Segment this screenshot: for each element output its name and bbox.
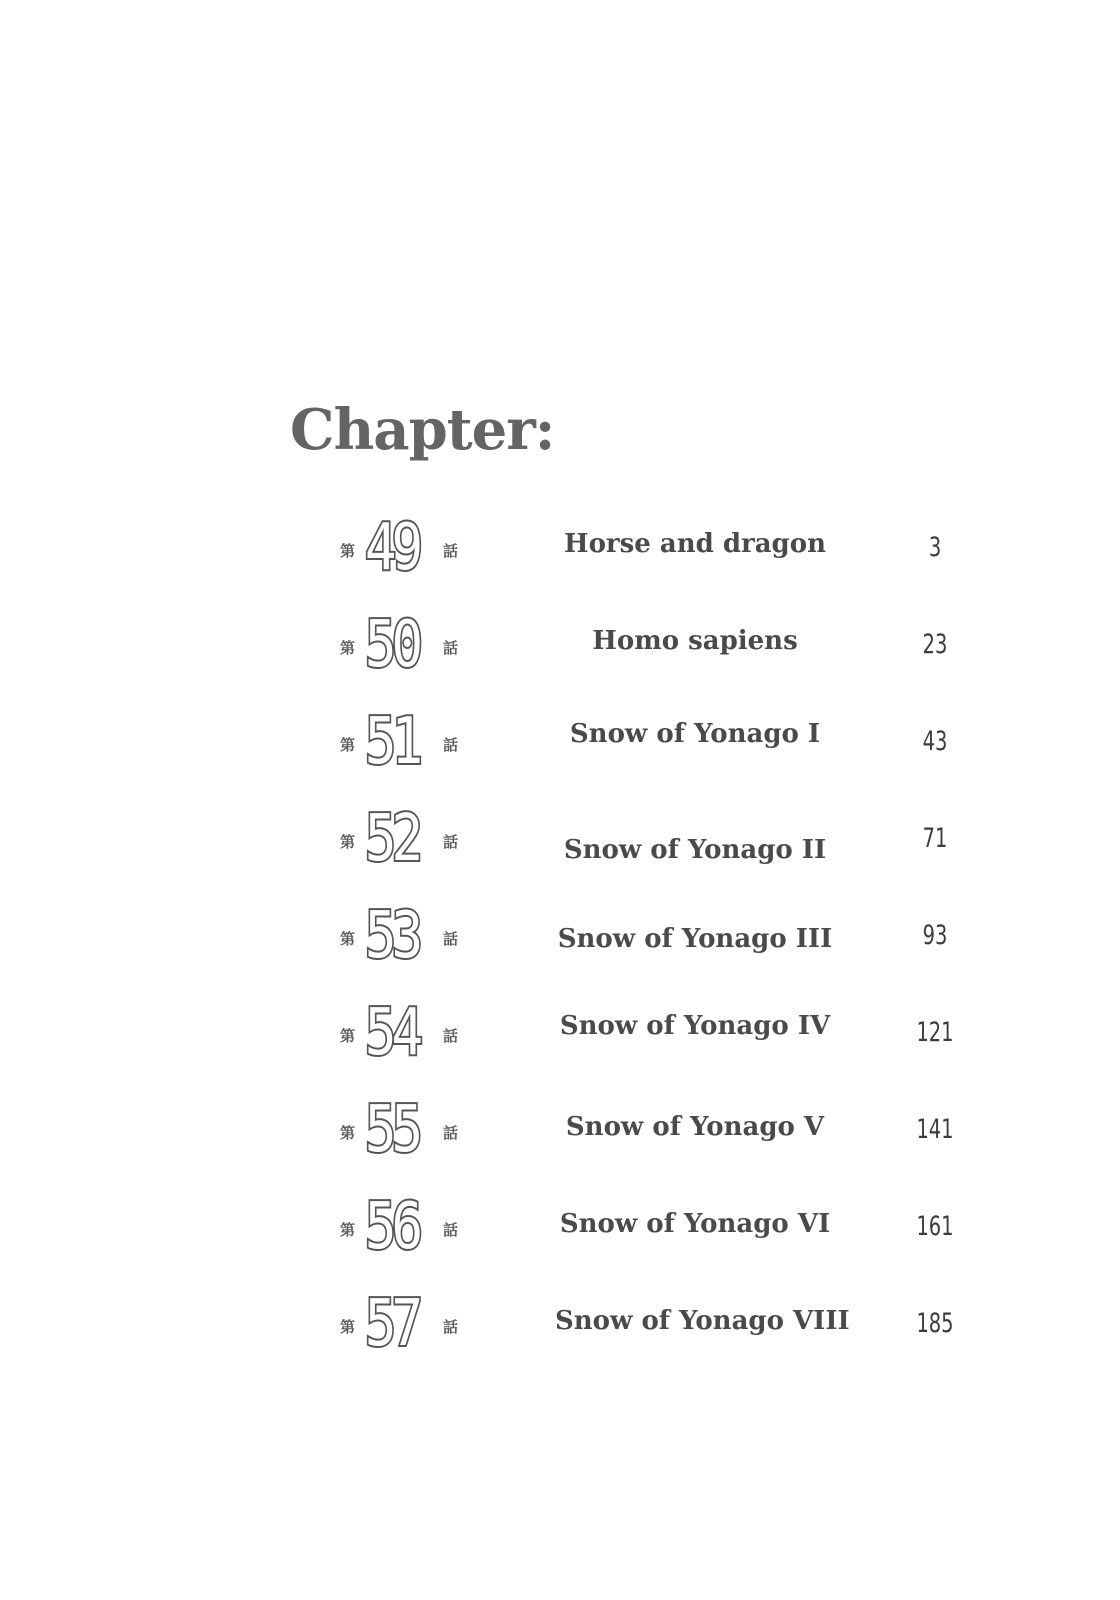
chapter-suffix-kanji: 話 <box>443 1318 459 1336</box>
chapter-page-number: 43 <box>922 726 948 757</box>
chapter-title: Snow of Yonago IV <box>559 1011 831 1041</box>
chapter-title: Snow of Yonago V <box>565 1112 825 1142</box>
chapter-prefix-kanji: 第 <box>340 1027 356 1045</box>
chapter-title: Horse and dragon <box>564 529 826 559</box>
toc-entry-57 <box>0 1287 1120 1382</box>
chapter-prefix-kanji: 第 <box>340 1318 356 1336</box>
chapter-page-number: 141 <box>916 1114 954 1145</box>
chapter-suffix-kanji: 話 <box>443 833 459 851</box>
chapter-prefix-kanji: 第 <box>340 1124 356 1142</box>
chapter-title: Snow of Yonago II <box>563 835 827 865</box>
chapter-marker <box>340 802 470 897</box>
chapter-marker <box>340 1093 470 1188</box>
chapter-suffix-kanji: 話 <box>443 639 459 657</box>
toc-entry-54 <box>0 996 1120 1091</box>
chapter-marker <box>340 899 470 994</box>
toc-entry-56 <box>0 1190 1120 1285</box>
chapter-number: 53 <box>364 899 419 973</box>
chapter-number: 55 <box>364 1093 419 1167</box>
chapter-title: Snow of Yonago VIII <box>555 1306 850 1336</box>
toc-entry-53 <box>0 899 1120 994</box>
chapter-prefix-kanji: 第 <box>340 736 356 754</box>
chapter-marker <box>340 608 470 703</box>
chapter-suffix-kanji: 話 <box>443 1027 459 1045</box>
chapter-suffix-kanji: 話 <box>443 1124 459 1142</box>
toc-entry-50 <box>0 608 1120 703</box>
chapter-prefix-kanji: 第 <box>340 639 356 657</box>
chapter-prefix-kanji: 第 <box>340 833 356 851</box>
chapter-suffix-kanji: 話 <box>443 930 459 948</box>
chapter-page-number: 93 <box>922 920 948 951</box>
chapter-title: Snow of Yonago III <box>557 924 833 954</box>
chapter-page-number: 71 <box>922 823 948 854</box>
chapter-number: 50 <box>364 608 419 682</box>
chapter-number: 49 <box>364 511 419 585</box>
chapter-page-number: 161 <box>916 1211 954 1242</box>
chapter-suffix-kanji: 話 <box>443 736 459 754</box>
chapter-number: 51 <box>364 705 419 779</box>
chapter-page-number: 121 <box>916 1017 954 1048</box>
chapter-title: Homo sapiens <box>592 626 798 656</box>
chapter-page-number: 23 <box>922 629 948 660</box>
toc-entry-49 <box>0 511 1120 606</box>
toc-entry-55 <box>0 1093 1120 1188</box>
chapter-suffix-kanji: 話 <box>443 542 459 560</box>
chapter-page-number: 185 <box>916 1308 954 1339</box>
chapter-prefix-kanji: 第 <box>340 930 356 948</box>
chapter-number: 54 <box>364 996 419 1070</box>
chapter-number: 52 <box>364 802 419 876</box>
chapter-prefix-kanji: 第 <box>340 1221 356 1239</box>
chapter-number: 57 <box>364 1287 419 1361</box>
chapter-marker <box>340 996 470 1091</box>
toc-heading: Chapter: <box>290 397 555 463</box>
chapter-number: 56 <box>364 1190 419 1264</box>
chapter-page-number: 3 <box>928 532 942 563</box>
chapter-marker <box>340 1190 470 1285</box>
chapter-suffix-kanji: 話 <box>443 1221 459 1239</box>
chapter-title: Snow of Yonago VI <box>559 1209 831 1239</box>
chapter-marker <box>340 705 470 800</box>
chapter-prefix-kanji: 第 <box>340 542 356 560</box>
toc-entry-52 <box>0 802 1120 897</box>
chapter-marker <box>340 511 470 606</box>
chapter-marker <box>340 1287 470 1382</box>
toc-entry-51 <box>0 705 1120 800</box>
chapter-title: Snow of Yonago I <box>569 719 821 749</box>
